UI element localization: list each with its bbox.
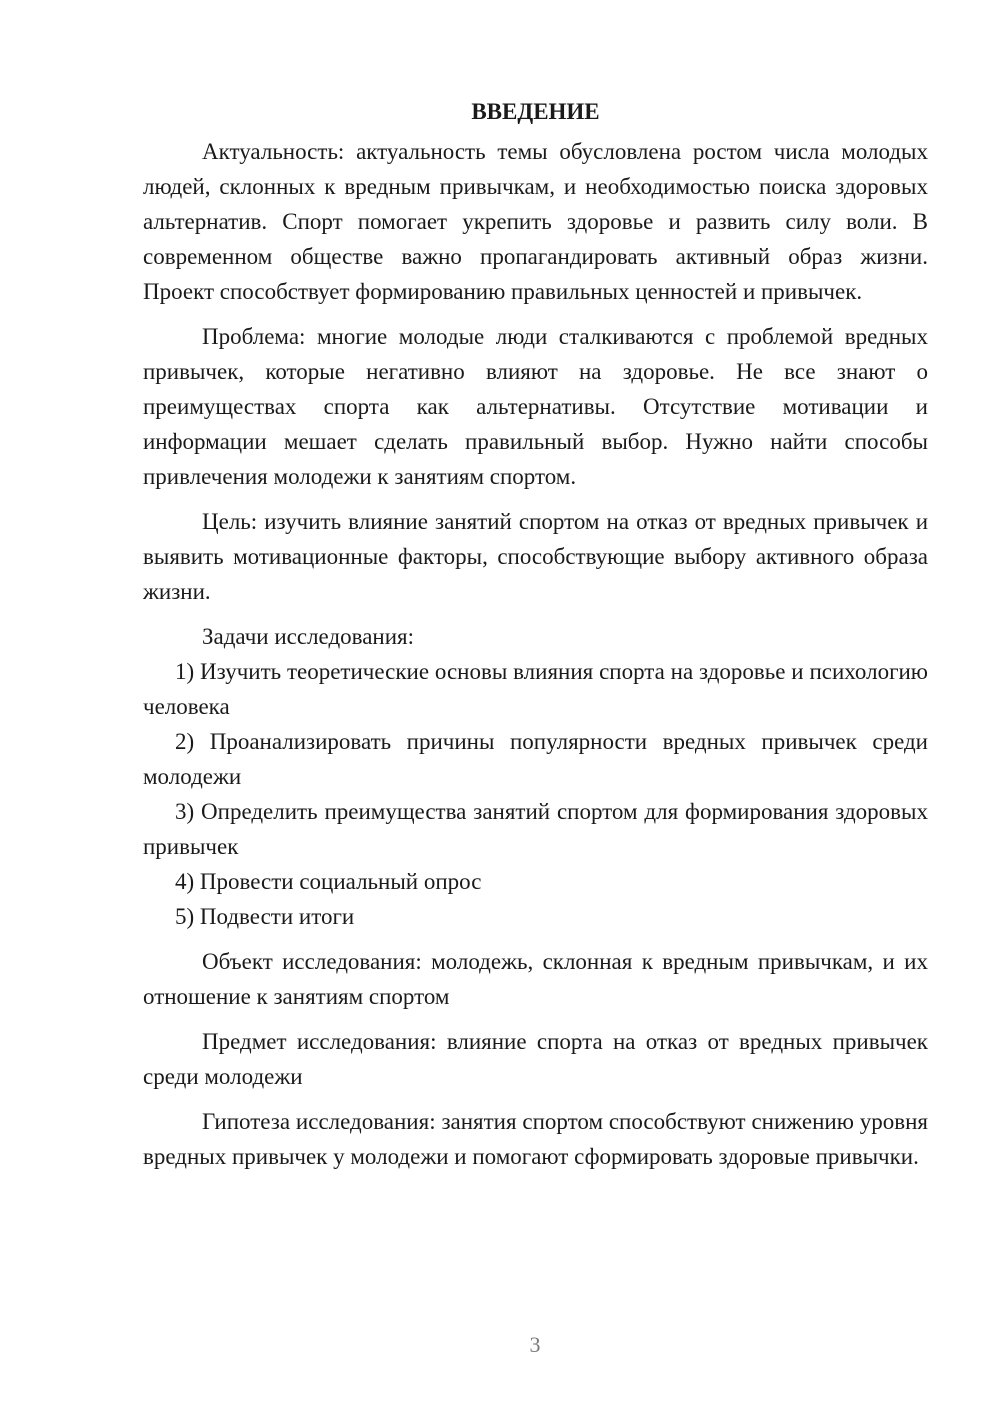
- task-item-4: 4) Провести социальный опрос: [175, 869, 482, 894]
- paragraph-subject: Предмет исследования: влияние спорта на отказ от вредных привычек среди молодежи: [143, 1029, 928, 1089]
- page-heading: ВВЕДЕНИЕ: [471, 99, 600, 124]
- task-item-5: 5) Подвести итоги: [175, 904, 355, 929]
- paragraph-goal: Цель: изучить влияние занятий спортом на отказ от вредных привычек и выявить мотивационные факторы, способствующие выбору активного образа жизни.: [143, 509, 928, 604]
- task-item-2: 2) Проанализировать причины популярности вредных привычек среди молодежи: [143, 729, 928, 789]
- page-content: [143, 94, 928, 1174]
- task-item-3: 3) Определить преимущества занятий спортом для формирования здоровых привычек: [143, 799, 928, 859]
- paragraph-relevance: Актуальность: актуальность темы обусловлена ростом числа молодых людей, склонных к вредным привычкам, и необходимостью поиска здоровых альтернатив. Спорт помогает укрепить здоровье и развить силу воли. В современном обществе важно пропагандировать активный образ жизни. Проект способствует формированию правильных ценностей и привычек.: [143, 139, 928, 304]
- page-number: 3: [529, 1332, 541, 1357]
- task-item-1: 1) Изучить теоретические основы влияния спорта на здоровье и психологию человека: [143, 659, 928, 719]
- paragraph-object: Объект исследования: молодежь, склонная к вредным привычкам, и их отношение к занятиям спортом: [143, 949, 928, 1009]
- paragraph-hypothesis: Гипотеза исследования: занятия спортом способствуют снижению уровня вредных привычек у молодежи и помогают сформировать здоровые привычки.: [143, 1109, 928, 1169]
- tasks-title: Задачи исследования:: [202, 624, 415, 649]
- paragraph-problem: Проблема: многие молодые люди сталкиваются с проблемой вредных привычек, которые негативно влияют на здоровье. Не все знают о преимуществах спорта как альтернативы. Отсутствие мотивации и информации мешает сделать правильный выбор. Нужно найти способы привлечения молодежи к занятиям спортом.: [143, 324, 928, 489]
